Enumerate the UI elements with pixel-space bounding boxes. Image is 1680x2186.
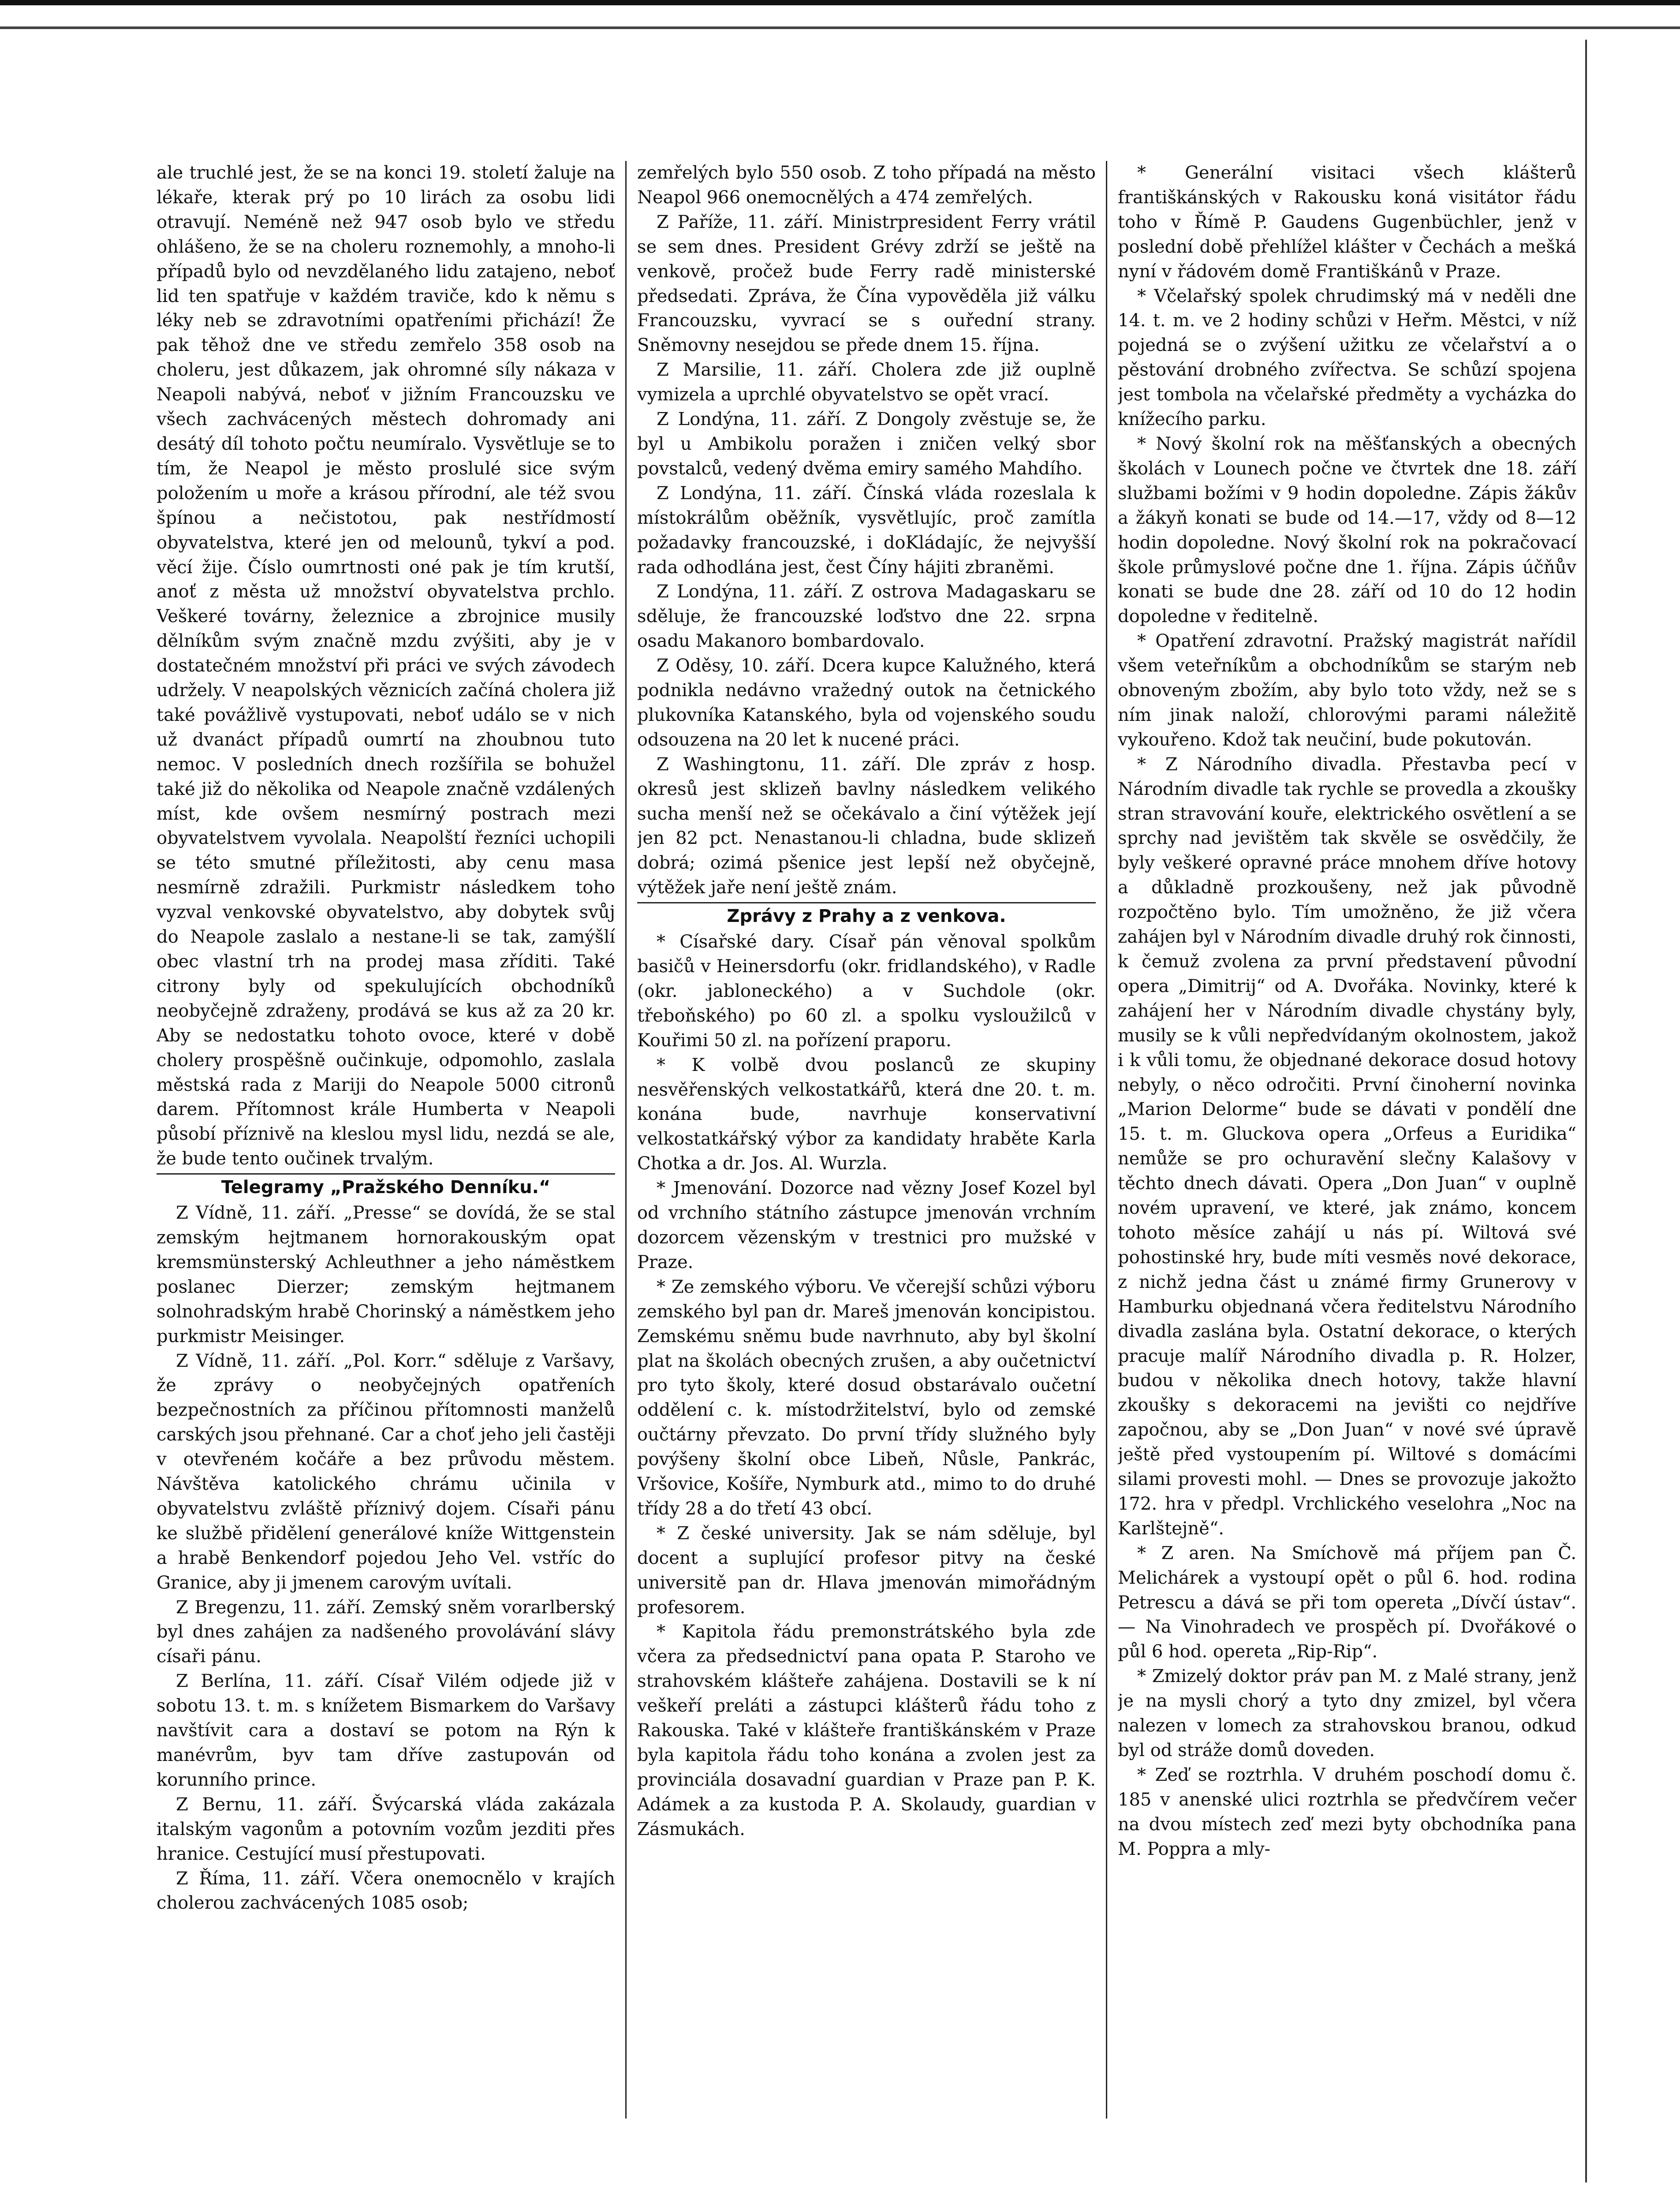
column-divider: [625, 161, 627, 2119]
news-item: * K volbě dvou poslanců ze skupiny nesvěřenských velkostatkářů, která dne 20. t. m. konána bude, navrhuje konservativní velkostatkářský výbor za kandidaty hraběte Karla Chotka a dr. Jos. Al. Wurzla.: [637, 1055, 1096, 1174]
telegram-item: Z Bregenzu, 11. září. Zemský sněm vorarlberský byl dnes zahájen za nadšeného provolávání slávy císaři pánu.: [157, 1597, 615, 1667]
news-item: * Z aren. Na Smíchově má příjem pan Č. Melichárek a vystoupí opět o půl 6. hod. rodina Petrescu a dává se při tom opereta „Dívčí ústav“. — Na Vinohradech ve prospěch pí. Dvořákové o půl 6 hod. opereta „Rip-Rip“.: [1118, 1543, 1576, 1662]
telegram-item: Z Bernu, 11. září. Švýcarská vláda zakázala italským vagonům a potovním vozům jezditi přes hranice. Cestující musí přestupovati.: [157, 1794, 615, 1864]
news-item: * Opatření zdravotní. Pražský magistrát nařídil všem veteřníkům a obchodníkům se starým neb obnoveným zbožím, aby bylo toto vždy, než se s ním jinak naloží, chlorovými parami náležitě vykouřeno. Kdož tak neučiní, bude pokutován.: [1118, 631, 1576, 750]
news-item: * Ze zemského výboru. Ve včerejší schůzi výboru zemského byl pan dr. Mareš jmenován koncipistou. Zemskému sněmu bude navrhnuto, aby byl školní plat na školách obecných zrušen, a aby oučetnictví pro tyto školy, které dosud obstarávalo oučetní oddělení c. k. místodržitelství, bylo od zemské oučtárny převzato. Do první třídy služného byly povýšeny školní obce Libeň, Nůsle, Pankrác, Vršovice, Košíře, Nymburk atd., mimo to do druhé třídy 28 a do třetí 43 obcí.: [637, 1276, 1096, 1519]
telegram-item: Z Londýna, 11. září. Z ostrova Madagaskaru se sděluje, že francouzské loďstvo dne 22. srpna osadu Makanoro bombardovalo.: [637, 582, 1096, 652]
news-item: * Zeď se roztrhla. V druhém poschodí domu č. 185 v anenské ulici roztrhla se předvčírem večer na dvou místech zeď mezi byty obchodníka pana M. Poppra a mly-: [1118, 1764, 1576, 1859]
telegram-item: Z Washingtonu, 11. září. Dle zpráv z hosp. okresů jest sklizeň bavlny následkem velikého sucha menší než se očekávalo a činí výtěžek její jen 82 pct. Nenastanou-li chladna, bude sklizeň dobrá; ozimá pšenice jest lepší než obyčejně, výtěžek jaře není ještě znám.: [637, 754, 1096, 898]
newspaper-page: [157, 161, 1576, 2119]
section-heading-telegrams: Telegramy „Pražského Denníku.“: [157, 1173, 615, 1200]
telegram-item: Z Marsilie, 11. září. Cholera zde již ouplně vymizela a uprchlé obyvatelstvo se opět vrací.: [637, 360, 1096, 405]
news-item: * Generální visitaci všech klášterů františkánských v Rakousku koná visitátor řádu toho v Římě P. Gaudens Gugenbüchler, jenž v poslední době přehlížel klášter v Čechách a mešká nyní v řádovém domě Františkánů v Praze.: [1118, 163, 1576, 282]
column-2: [637, 161, 1096, 2119]
news-item: * Včelařský spolek chrudimský má v neděli dne 14. t. m. ve 2 hodiny schůzi v Heřm. Městci, v níž pojedná se o zvýšení užitku ze včelařství a o pěstování drobného zvířectva. Se schůzí spojena jest tombola na včelařské předměty a vycházka do knížecího parku.: [1118, 286, 1576, 430]
telegram-item: Z Londýna, 11. září. Z Dongoly zvěstuje se, že byl u Ambikolu poražen i zničen velký sbor povstalců, vedený dvěma emiry samého Mahdího.: [637, 409, 1096, 479]
telegram-item: Z Paříže, 11. září. Ministrpresident Ferry vrátil se sem dnes. President Grévy zdrží se ještě na venkově, pročež bude Ferry radě ministerské předsedati. Zpráva, že Čína vypověděla již válku Francouzsku, vyvrací se s ouřední strany. Sněmovny nesejdou se přede dnem 15. října.: [637, 212, 1096, 356]
telegram-item: Z Vídně, 11. září. „Presse“ se dovídá, že se stal zemským hejtmanem hornorakouským opat kremsmünsterský Achleuthner a jeho náměstkem poslanec Dierzer; zemským hejtmanem solnohradským hrabě Chorinský a náměstkem jeho purkmistr Meisinger.: [157, 1203, 615, 1347]
news-item: * Jmenování. Dozorce nad vězny Josef Kozel byl od vrchního státního zástupce jmenován vrchním dozorcem vězenským v trestnici pro mužské v Praze.: [637, 1178, 1096, 1272]
telegram-item: Z Říma, 11. září. Včera onemocnělo v krajích cholerou zachvácených 1085 osob;: [157, 1868, 615, 1914]
page-right-rule: [1585, 40, 1587, 2182]
telegram-item: Z Londýna, 11. září. Čínská vláda rozeslala k místokrálům oběžník, vysvětlujíc, proč zamítla požadavky francouzské, i doKládajíc, že nejvyšší rada odhodlána jest, čest Číny hájiti zbraněmi.: [637, 483, 1096, 578]
news-item: * Z české university. Jak se nám sděluje, byl docent a suplující profesor pitvy na české universitě pan dr. Hlava jmenován mimořádným profesorem.: [637, 1523, 1096, 1618]
news-item: * Kapitola řádu premonstrátského byla zde včera za předsednictví pana opata P. Staroho ve strahovském klášteře zahájena. Dostavili se k ní veškeří preláti a zástupci klášterů řádu toho z Rakouska. Také v klášteře františkánském v Praze byla kapitola řádu toho konána a zvolen jest za provinciála dosavadní guardian v Praze pan P. K. Adámek a za kustoda P. A. Skolaudy, guardian v Zásmukách.: [637, 1622, 1096, 1839]
news-item: * Nový školní rok na měšťanských a obecných školách v Lounech počne ve čtvrtek dne 18. září službami božími v 9 hodin dopoledne. Zápis žákův a žákyň konati se bude od 14.—17, vždy od 8—12 hodin dopoledne. Nový školní rok na pokračovací škole průmyslové počne dne 1. října. Zápis účňův konati se bude dne 28. září od 10 do 12 hodin dopoledne v ředitelně.: [1118, 433, 1576, 627]
news-item: * Císařské dary. Císař pán věnoval spolkům basičů v Heinersdorfu (okr. fridlandského), v Radle (okr. jabloneckého) a v Suchdole (okr. třeboňského) po 60 zl. a spolku vysloužilců v Kouřimi 50 zl. na pořízení praporu.: [637, 932, 1096, 1051]
telegram-item: Z Vídně, 11. září. „Pol. Korr.“ sděluje z Varšavy, že zprávy o neobyčejných opatřeních bezpečnostních za příčinou přítomnosti manželů carských jsou přehnané. Car a choť jeho jeli častěji v otevřeném kočáře a bez průvodu městem. Návštěva katolického chrámu učinila v obyvatelstvu zvláště příznivý dojem. Císaři pánu ke službě přidělení generálové kníže Wittgenstein a hrabě Benkendorf pojedou Jeho Vel. vstříc do Granice, aby ji jmenem carovým uvítali.: [157, 1350, 615, 1593]
section-heading-local-news: Zprávy z Prahy a z venkova.: [637, 902, 1096, 929]
column-divider: [1106, 161, 1107, 2119]
telegram-item: Z Berlína, 11. září. Císař Vilém odjede již v sobotu 13. t. m. s knížetem Bismarkem do Varšavy navštívit cara a dostaví se potom na Rýn k manévrům, byv tam dříve zastupován od korunního prince.: [157, 1671, 615, 1790]
article-cholera-naples: ale truchlé jest, že se na konci 19. století žaluje na lékaře, kterak prý po 10 lirách za osobu lidi otravují. Neméně než 947 osob bylo ve středu ohlášeno, že se na choleru roznemohly, a mnoho-li případů bylo od nevzdělaného lidu zatajeno, neboť lid ten spatřuje v každém traviče, kdo k němu s léky neb se zdravotními opatřeními přichází! Že pak těhož dne ve středu zemřelo 358 osob na choleru, jest důkazem, jak ohromné síly nákaza v Neapoli nabývá, neboť v jižním Francouzsku ve všech zachvácených městech dohromady ani desátý díl tohoto počtu neumíralo. Vysvětluje se to tím, že Neapol je město proslulé sice svým položením u moře a krásou přírodní, ale též svou špínou a nečistotou, pak nestřídmostí obyvatelstva, které jen od melounů, tykví a pod. věcí žije. Číslo oumrtnosti oné pak je tím krutší, anoť z města už množství obyvatelstva prchlo. Veškeré továrny, železnice a zbrojnice musily dělníkům svým značně mzdu zvýšiti, aby je v dostatečném množství při práci ve svých závodech udržely. V neapolských věznicích začíná cholera již také povážlivě vystupovati, neboť událo se v nich už dvanáct případů oumrtí na zhoubnou tuto nemoc. V posledních dnech rozšířila se bohužel také již do několika od Neapole značně vzdálených míst, kde ovšem nesmírný postrach mezi obyvatelstvem vyvolala. Neapolští řezníci uchopili se této smutné příležitosti, aby cenu masa nesmírně zdražili. Purkmistr následkem toho vyzval venkovské obyvatelstvo, aby dobytek svůj do Neapole zaslalo a nestane-li se tak, zamýšlí obec vlastní trh na prodej masa zříditi. Také citrony byly od spekulujících obchodníků neobyčejně zdraženy, prodává se kus až za 20 kr. Aby se nedostatku tohoto ovoce, které v době cholery prospěšně oučinkuje, odpomohlo, zaslala městská rada z Mariji do Neapole 5000 citronů darem. Přítomnost krále Humberta v Neapoli působí příznivě na kleslou mysl lidu, nezdá se ale, že bude tento oučinek trvalým.: [157, 163, 615, 1169]
column-3: [1118, 161, 1576, 2119]
scan-top-edge: [0, 0, 1680, 53]
telegram-continuation: zemřelých bylo 550 osob. Z toho případá na město Neapol 966 onemocnělých a 474 zemřelých.: [637, 163, 1096, 208]
column-1: [157, 161, 615, 2119]
news-item: * Z Národního divadla. Přestavba pecí v Národním divadle tak rychle se provedla a zkoušky stran stravování kouře, elektrického osvětlení a se sprchy nad jevištěm tak skvěle se osvědčily, že byly veškeré opravné práce mnohem dříve hotovy a důkladně prozkoušeny, než jak původně rozpočtěno bylo. Tím umožněno, že již včera zahájen byl v Národním divadle druhý rok činnosti, k čemuž zvolena za první představení původní opera „Dimitrij“ od A. Dvořáka. Novinky, které k zahájení her v Národním divadle chystány byly, musily se k vůli nepředvídaným okolnostem, jakož i k vůli tomu, že objednané dekorace dosud hotovy nebyly, o něco odročiti. První činoherní novinka „Marion Delorme“ bude se dávati v pondělí dne 15. t. m. Gluckova opera „Orfeus a Euridika“ nemůže se pro ochuravění slečny Kalašovy v těchto dnech dávati. Opera „Don Juan“ v ouplně novém upravení, ve které, jak známo, koncem tohoto měsíce zahájí u nás pí. Wiltová své pohostinské hry, bude míti vesměs nové dekorace, z nichž jedna část u známé firmy Grunerovy v Hamburku objednaná včera ředitelstvu Národního divadla zaslána byla. Ostatní dekorace, o kterých pracuje malíř Národního divadla p. R. Holzer, budou v několika dnech hotovy, takže hlavní zkoušky s dekoracemi na jevišti co nejdříve započnou, aby se „Don Juan“ v nové své úpravě ještě před vystoupením pí. Wiltové s domácími silami provesti mohl. — Dnes se provozuje jakožto 172. hra v předpl. Vrchlického veselohra „Noc na Karlštejně“.: [1118, 754, 1576, 1539]
telegram-item: Z Oděsy, 10. září. Dcera kupce Kalužného, která podnikla nedávno vražedný outok na četnického plukovníka Katanského, byla od vojenského soudu odsouzena na 20 let k nucené práci.: [637, 656, 1096, 750]
news-item: * Zmizelý doktor práv pan M. z Malé strany, jenž je na mysli chorý a tyto dny zmizel, byl včera nalezen v lomech za strahovskou branou, odkud byl od stráže domů doveden.: [1118, 1666, 1576, 1761]
